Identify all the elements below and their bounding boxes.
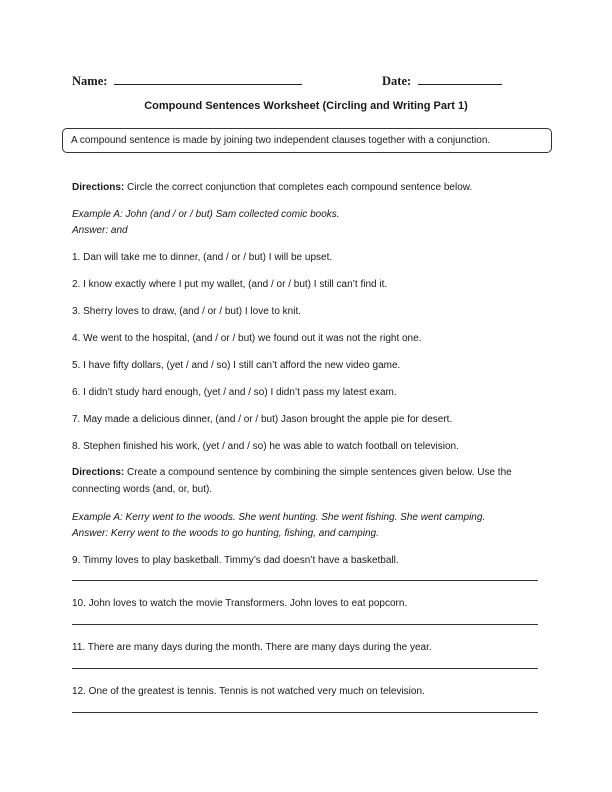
question-1[interactable]: 1. Dan will take me to dinner, (and / or / but) I will be upset. [72,252,333,263]
question-10: 10. John loves to watch the movie Transformers. John loves to eat popcorn. [72,598,408,609]
name-blank[interactable] [114,73,302,85]
directions-label: Directions: [72,467,125,478]
directions-part1 [72,182,472,193]
question-3[interactable]: 3. Sherry loves to draw, (and / or / but) I love to knit. [72,306,301,317]
question-8[interactable]: 8. Stephen finished his work, (yet / and / so) he was able to watch football on television. [72,441,459,452]
example-a-part1: Example A: John (and / or / but) Sam collected comic books. [72,209,340,220]
definition-text: A compound sentence is made by joining two independent clauses together with a conjunction. [71,135,491,146]
example-a-part2: Example A: Kerry went to the woods. She went hunting. She went fishing. She went camping. [72,512,486,523]
question-2[interactable]: 2. I know exactly where I put my wallet, (and / or / but) I still can’t find it. [72,279,388,290]
directions-label: Directions: [72,182,125,193]
question-9: 9. Timmy loves to play basketball. Timmy’s dad doesn’t have a basketball. [72,555,399,566]
directions-text: Circle the correct conjunction that completes each compound sentence below. [124,182,473,193]
question-6[interactable]: 6. I didn’t study hard enough, (yet / and / so) I didn’t pass my latest exam. [72,387,397,398]
worksheet-title: Compound Sentences Worksheet (Circling and Writing Part 1) [144,100,468,112]
answer-line-10[interactable] [72,624,538,625]
example-answer-part1: Answer: and [72,225,128,236]
question-11: 11. There are many days during the month. There are many days during the year. [72,642,432,653]
definition-box [62,128,552,153]
name-label: Name: [72,74,108,88]
answer-line-9[interactable] [72,580,538,581]
example-answer-part2: Answer: Kerry went to the woods to go hunting, fishing, and camping. [72,528,379,539]
question-7[interactable]: 7. May made a delicious dinner, (and / or / but) Jason brought the apple pie for desert. [72,414,453,425]
answer-line-12[interactable] [72,712,538,713]
date-field [382,72,502,90]
date-label: Date: [382,74,412,88]
directions-text: Create a compound sentence by combining the simple sentences given below. Use the connecting words (and, or, but). [72,467,512,495]
date-blank[interactable] [418,73,502,85]
name-field [72,72,302,90]
question-12: 12. One of the greatest is tennis. Tennis is not watched very much on television. [72,686,425,697]
directions-part2 [72,464,540,498]
question-4[interactable]: 4. We went to the hospital, (and / or / but) we found out it was not the right one. [72,333,422,344]
answer-line-11[interactable] [72,668,538,669]
question-5[interactable]: 5. I have fifty dollars, (yet / and / so) I still can’t afford the new video game. [72,360,401,371]
